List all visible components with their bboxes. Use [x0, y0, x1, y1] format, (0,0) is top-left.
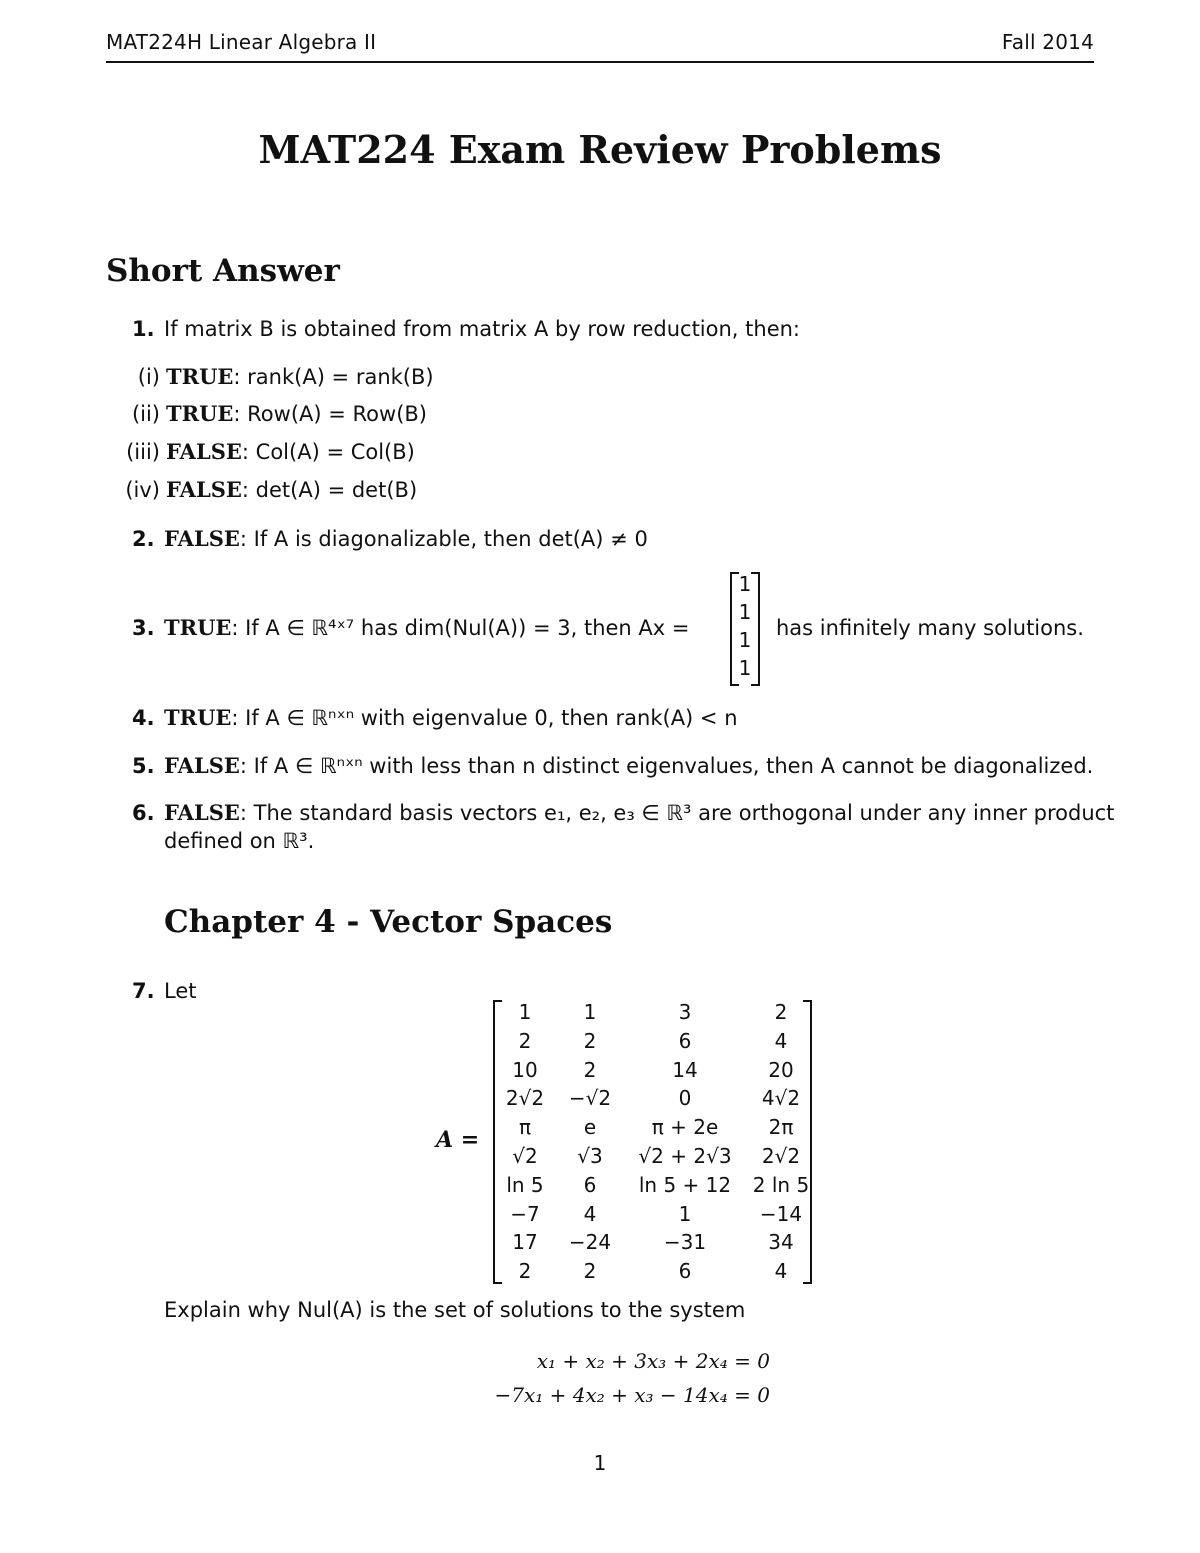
item-text: : Col(A) = Col(B): [241, 440, 415, 464]
matrix-cell: −24: [568, 1230, 612, 1255]
verdict: FALSE: [164, 526, 240, 551]
matrix-cell: 2: [583, 1057, 597, 1082]
matrix-cell: 2 ln 5: [752, 1172, 810, 1197]
page-number: 1: [593, 1451, 607, 1475]
matrix-cell: −14: [759, 1201, 803, 1226]
matrix-cell: 4: [774, 1028, 788, 1053]
matrix-cell: 6: [678, 1028, 692, 1053]
matrix-cell: 6: [583, 1172, 597, 1197]
matrix-cell: e: [583, 1115, 597, 1140]
matrix-cell: 1: [518, 1000, 532, 1024]
matrix-cell: 4: [774, 1259, 788, 1284]
problem-4: [132, 705, 738, 731]
verdict: TRUE: [164, 705, 232, 730]
verdict: FALSE: [166, 439, 242, 464]
problem-1-item-iv: [112, 477, 417, 503]
matrix-cell: 4√2: [761, 1086, 801, 1111]
matrix-cell: −√2: [568, 1086, 612, 1111]
problem-text: : If A ∈ ℝⁿˣⁿ with less than n distinct eigenvalues, then A cannot be diagonalized.: [239, 754, 1094, 778]
vector-entry: 1: [738, 572, 752, 596]
problem-number: 6.: [132, 801, 155, 825]
verdict: TRUE: [166, 401, 234, 426]
item-label: (iii): [126, 440, 160, 464]
verdict: FALSE: [164, 800, 240, 825]
matrix-cell: 0: [678, 1086, 692, 1111]
problem-1-item-i: [112, 364, 434, 390]
item-text: : det(A) = det(B): [241, 478, 418, 502]
problem-text: : If A ∈ ℝⁿˣⁿ with eigenvalue 0, then rank(A) < n: [231, 706, 738, 730]
section-heading-short-answer: Short Answer: [106, 253, 340, 289]
explain-text: Explain why Nul(A) is the set of solutions to the system: [164, 1298, 746, 1322]
problem-text: Let: [164, 979, 197, 1003]
problem-7: [132, 978, 196, 1004]
problem-5: [132, 753, 1093, 779]
vector-entry: 1: [738, 628, 752, 652]
problem-6: [132, 800, 1114, 826]
problem-3: [132, 615, 689, 641]
matrix-cell: −7: [510, 1201, 540, 1226]
matrix-cell: √3: [577, 1144, 603, 1168]
matrix-cell: 2: [583, 1028, 597, 1053]
problem-number: 2.: [132, 527, 155, 551]
problem-6-continuation: defined on ℝ³.: [164, 829, 315, 853]
term-header: Fall 2014: [1001, 30, 1094, 54]
matrix-cell: 2: [583, 1259, 597, 1284]
matrix-cell: 2√2: [505, 1086, 545, 1111]
problem-number: 1.: [132, 317, 155, 341]
problem-number: 5.: [132, 754, 155, 778]
problem-number: 3.: [132, 616, 155, 640]
problem-text: : The standard basis vectors e₁, e₂, e₃ ∈ ℝ³ are orthogonal under any inner product: [239, 801, 1115, 825]
item-text: : Row(A) = Row(B): [233, 402, 427, 426]
matrix-cell: 20: [768, 1057, 794, 1082]
problem-2: [132, 526, 648, 552]
matrix-cell: 2: [774, 1000, 788, 1024]
equation-1: x₁ + x₂ + 3x₃ + 2x₄ = 0: [536, 1349, 770, 1373]
item-label: (iv): [125, 478, 160, 502]
problem-text: : If A ∈ ℝ⁴ˣ⁷ has dim(Nul(A)) = 3, then Ax =: [231, 616, 690, 640]
vector-entry: 1: [738, 656, 752, 680]
equation-2: −7x₁ + 4x₂ + x₃ − 14x₄ = 0: [494, 1383, 770, 1407]
matrix-cell: 10: [512, 1057, 538, 1082]
problem-number: 7.: [132, 979, 155, 1003]
matrix-cell: 17: [512, 1230, 538, 1255]
verdict: TRUE: [166, 364, 234, 389]
matrix-cell: √2 + 2√3: [638, 1144, 732, 1168]
matrix-cell: 34: [768, 1230, 794, 1255]
course-header: MAT224H Linear Algebra II: [106, 30, 377, 54]
item-label: (ii): [131, 402, 160, 426]
matrix-cell: 2: [518, 1028, 532, 1053]
vector-right-bracket: [751, 572, 760, 686]
matrix-cell: 2: [518, 1259, 532, 1284]
matrix-cell: π: [518, 1115, 532, 1140]
matrix-cell: √2: [512, 1144, 538, 1168]
verdict: FALSE: [166, 477, 242, 502]
problem-1-item-iii: [112, 439, 415, 465]
matrix-cell: −31: [663, 1230, 707, 1255]
matrix-cell: ln 5: [506, 1172, 544, 1197]
matrix-cell: 14: [672, 1057, 698, 1082]
problem-1-item-ii: [112, 401, 427, 427]
matrix-cell: ln 5 + 12: [638, 1172, 732, 1197]
problem-number: 4.: [132, 706, 155, 730]
matrix-cell: 2√2: [761, 1144, 801, 1168]
section-heading-chapter-4: Chapter 4 - Vector Spaces: [164, 904, 613, 940]
verdict: FALSE: [164, 753, 240, 778]
verdict: TRUE: [164, 615, 232, 640]
problem-1: [132, 316, 800, 342]
page-title: MAT224 Exam Review Problems: [258, 127, 942, 172]
item-text: : rank(A) = rank(B): [233, 365, 434, 389]
matrix-cell: 1: [583, 1000, 597, 1024]
header-rule: [106, 61, 1094, 63]
matrix-cell: 6: [678, 1259, 692, 1284]
item-label: (i): [137, 365, 160, 389]
matrix-cell: 1: [678, 1201, 692, 1226]
matrix-cell: π + 2e: [651, 1115, 719, 1140]
matrix-lhs: A =: [436, 1127, 480, 1153]
problem-text: If matrix B is obtained from matrix A by row reduction, then:: [164, 317, 800, 341]
problem-text: : If A is diagonalizable, then det(A) ≠ 0: [239, 527, 648, 551]
matrix-cell: 4: [583, 1201, 597, 1226]
matrix-cell: 2π: [768, 1115, 794, 1140]
problem-3-tail: has infinitely many solutions.: [776, 616, 1084, 640]
matrix-cell: 3: [678, 1000, 692, 1024]
vector-entry: 1: [738, 600, 752, 624]
